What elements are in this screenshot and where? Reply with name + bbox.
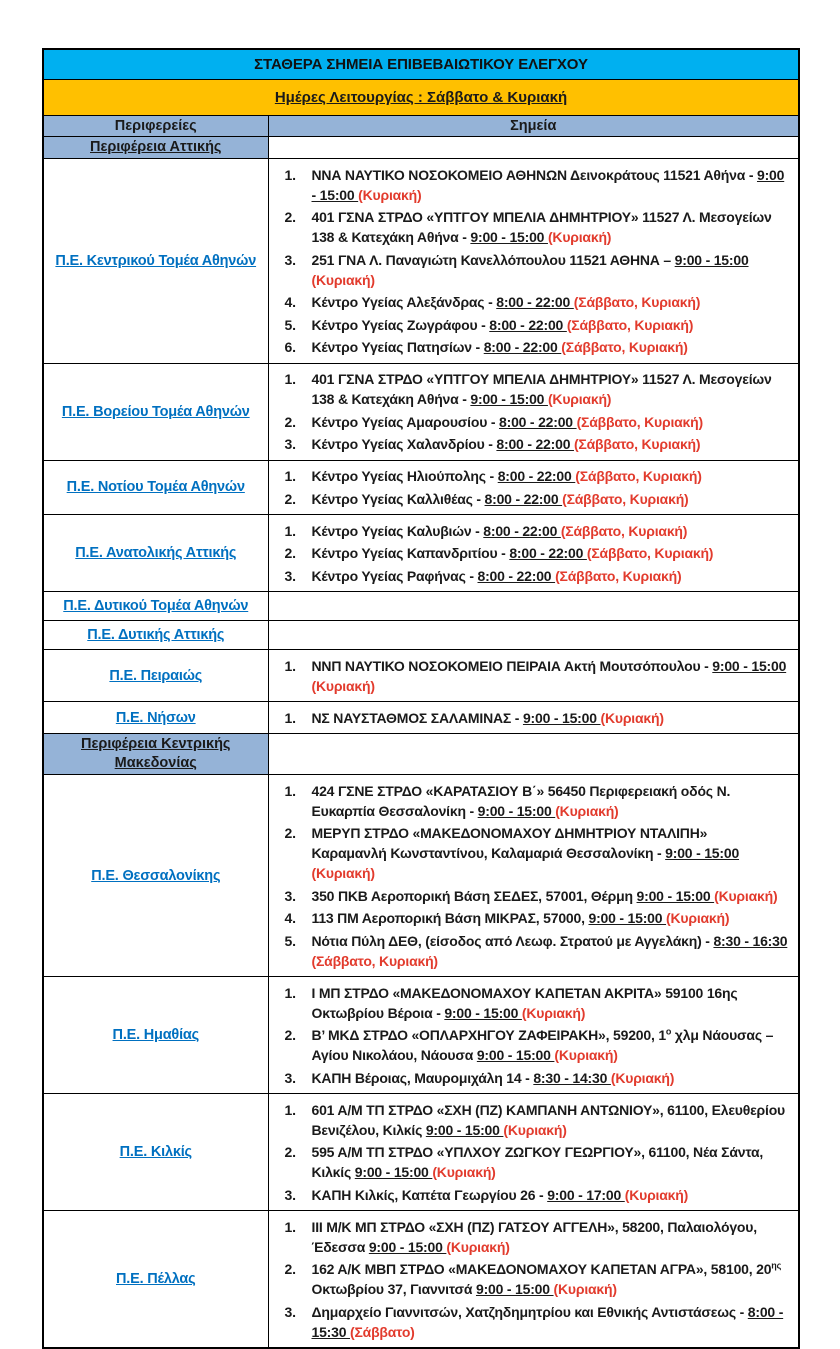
point-item	[269, 1068, 793, 1088]
operating-days: (Σάββατο, Κυριακή)	[575, 468, 702, 484]
operating-days: (Σάββατο, Κυριακή)	[555, 567, 682, 584]
region-link[interactable]: Π.Ε. Θεσσαλονίκης	[91, 867, 221, 884]
page-title: ΣΤΑΘΕΡΑ ΣΗΜΕΙΑ ΕΠΙΒΕΒΑΙΩΤΙΚΟΥ ΕΛΕΓΧΟΥ	[43, 49, 799, 80]
point-item	[269, 823, 793, 883]
operating-days: (Σάββατο, Κυριακή)	[561, 339, 688, 355]
points-cell	[268, 515, 799, 592]
operating-days: (Κυριακή)	[624, 1186, 689, 1203]
point-item	[269, 1142, 793, 1182]
operating-hours: 9:00 - 15:00	[674, 251, 749, 268]
point-item	[269, 1100, 793, 1140]
point-item	[269, 292, 793, 312]
region-cell	[43, 592, 268, 621]
region-row	[43, 977, 799, 1094]
operating-hours: 8:00 - 22:00	[483, 339, 562, 355]
region-row	[43, 775, 799, 977]
point-item	[269, 1025, 793, 1065]
point-text: Οκτωβρίου 37, Γιαννιτσά	[311, 1281, 476, 1297]
points-list	[269, 1217, 793, 1342]
point-text: Καραμανλή Κωνσταντίνου, Καλαμαριά Θεσσαλονίκη -	[311, 845, 666, 861]
point-text: Δημαρχείο Γιαννιτσών, Χατζηδημητρίου και Εθνικής Αντιστάσεως -	[311, 1303, 748, 1320]
operating-days: (Σάββατο, Κυριακή)	[566, 316, 694, 333]
point-text: 595 Α/Μ ΤΠ ΣΤΡΔΟ «ΥΠΛΧΟΥ ΖΩΓΚΟΥ ΓΕΩΡΓΙΟΥ», 61100, Νέα Σάντα, Κιλκίς	[311, 1144, 764, 1180]
region-row	[43, 702, 799, 734]
section-header-empty-cell	[268, 734, 799, 775]
point-item	[269, 369, 793, 409]
point-text: Κέντρο Υγείας Ηλιούπολης -	[311, 468, 498, 484]
region-cell	[43, 775, 268, 977]
points-cell	[268, 650, 799, 702]
point-item	[269, 566, 793, 586]
point-item	[269, 466, 793, 486]
points-list	[269, 656, 793, 696]
operating-days: (Σάββατο, Κυριακή)	[576, 413, 703, 430]
region-link[interactable]: Π.Ε. Κεντρικού Τομέα Αθηνών	[55, 252, 257, 269]
region-row	[43, 592, 799, 621]
column-header-regions: Περιφερείες	[43, 116, 268, 137]
point-item	[269, 1217, 793, 1257]
region-row	[43, 363, 799, 460]
title-row	[43, 49, 799, 80]
point-item	[269, 337, 793, 357]
region-row	[43, 1211, 799, 1349]
region-link[interactable]: Π.Ε. Ανατολικής Αττικής	[75, 545, 237, 561]
operating-days: (Κυριακή)	[547, 391, 612, 407]
operating-days: (Κυριακή)	[554, 1047, 618, 1063]
operating-hours: 9:00 - 15:00	[475, 1281, 554, 1297]
point-text: 401 ΓΣΝΑ ΣΤΡΔΟ «ΥΠΤΓΟΥ ΜΠΕΛΙΑ ΔΗΜΗΤΡΙΟΥ» 11527 Λ. Μεσογείων 138 & Κατεχάκη Αθήνα -	[311, 371, 772, 407]
point-text: Κέντρο Υγείας Πατησίων -	[311, 339, 484, 355]
superscript-text: ης	[771, 1260, 782, 1271]
points-cell	[268, 460, 799, 515]
operating-hours: 8:00 - 22:00	[496, 436, 574, 452]
operating-hours: 9:00 - 15:00	[476, 1047, 555, 1063]
points-list	[269, 466, 793, 509]
operating-days: (Σάββατο)	[350, 1323, 415, 1340]
point-item	[269, 656, 793, 696]
region-row	[43, 1094, 799, 1211]
operating-days: (Κυριακή)	[311, 271, 375, 288]
region-cell	[43, 702, 268, 734]
point-item	[269, 521, 793, 541]
points-list	[269, 521, 793, 586]
operating-days: (Κυριακή)	[714, 887, 778, 904]
point-text: Κέντρο Υγείας Καλλιθέας -	[311, 490, 485, 507]
point-item	[269, 1259, 793, 1299]
point-text: Νότια Πύλη ΔΕΘ, (είσοδος από Λεωφ. Στρατού με Αγγελάκη) -	[311, 932, 714, 949]
point-text: 424 ΓΣΝΕ ΣΤΡΔΟ «ΚΑΡΑΤΑΣΙΟΥ Β΄» 56450 Περιφερειακή οδός Ν. Ευκαρπία Θεσσαλονίκη -	[311, 782, 731, 819]
operating-days: (Κυριακή)	[521, 1004, 586, 1021]
point-text: Κέντρο Υγείας Καλυβιών -	[311, 522, 484, 539]
points-cell	[268, 363, 799, 460]
operating-hours: 8:00 - 22:00	[489, 316, 567, 333]
point-item	[269, 207, 793, 247]
points-cell	[268, 159, 799, 364]
point-text: Κέντρο Υγείας Αλεξάνδρας -	[311, 294, 497, 310]
operating-hours: 8:30 - 16:30	[713, 932, 788, 949]
point-item	[269, 250, 793, 290]
operating-days: (Κυριακή)	[358, 186, 422, 203]
operating-days: (Σάββατο, Κυριακή)	[573, 294, 701, 310]
operating-days-text: Ημέρες Λειτουργίας : Σάββατο & Κυριακή	[274, 89, 568, 106]
points-cell	[268, 775, 799, 977]
column-header-row	[43, 116, 799, 137]
operating-days: (Σάββατο, Κυριακή)	[573, 436, 701, 452]
region-link[interactable]: Π.Ε. Ημαθίας	[112, 1027, 199, 1043]
operating-days: (Κυριακή)	[503, 1121, 567, 1138]
point-text: ΝΝΑ ΝΑΥΤΙΚΟ ΝΟΣΟΚΟΜΕΙΟ ΑΘΗΝΩΝ Δεινοκράτους 11521 Αθήνα -	[311, 166, 757, 183]
operating-hours: 8:00 - 15:30	[311, 1303, 784, 1340]
section-header-row	[43, 137, 799, 159]
testing-points-table	[42, 48, 800, 1349]
section-header-label: Περιφέρεια Κεντρικής Μακεδονίας	[81, 736, 231, 771]
region-row	[43, 460, 799, 515]
point-text: ΝΝΠ ΝΑΥΤΙΚΟ ΝΟΣΟΚΟΜΕΙΟ ΠΕΙΡΑΙΑ Ακτή Μουτσόπουλου -	[311, 657, 713, 674]
operating-hours: 9:00 - 15:00	[522, 709, 601, 726]
superscript-text: ο	[665, 1026, 672, 1037]
operating-hours: 9:00 - 15:00	[477, 802, 556, 819]
operating-hours: 8:30 - 14:30	[533, 1069, 611, 1086]
points-cell	[268, 592, 799, 621]
point-text: 401 ΓΣΝΑ ΣΤΡΔΟ «ΥΠΤΓΟΥ ΜΠΕΛΙΑ ΔΗΜΗΤΡΙΟΥ» 11527 Λ. Μεσογείων 138 & Κατεχάκη Αθήνα -	[311, 209, 772, 245]
operating-hours: 9:00 - 15:00	[368, 1238, 447, 1255]
point-item	[269, 1302, 793, 1342]
subtitle-row	[43, 80, 799, 116]
operating-days: (Σάββατο, Κυριακή)	[586, 545, 714, 561]
region-cell	[43, 363, 268, 460]
points-cell	[268, 1211, 799, 1349]
point-text: Β’ ΜΚΔ ΣΤΡΔΟ «ΟΠΛΑΡΧΗΓΟΥ ΖΑΦΕΙΡΑΚΗ», 59200, 1	[311, 1027, 666, 1043]
point-item	[269, 931, 793, 971]
point-item	[269, 165, 793, 205]
point-text: Ι ΜΠ ΣΤΡΔΟ «ΜΑΚΕΔΟΝΟΜΑΧΟΥ ΚΑΠΕΤΑΝ ΑΚΡΙΤΑ» 59100 16ης Οκτωβρίου Βέροια -	[311, 984, 738, 1021]
point-text: Κέντρο Υγείας Ραφήνας -	[311, 567, 478, 584]
operating-hours: 8:00 - 22:00	[499, 413, 577, 430]
operating-days: (Σάββατο, Κυριακή)	[311, 952, 438, 969]
point-text: Κέντρο Υγείας Ζωγράφου -	[311, 316, 490, 333]
points-cell	[268, 1094, 799, 1211]
points-cell	[268, 702, 799, 734]
operating-days: (Κυριακή)	[547, 229, 612, 245]
points-list	[269, 369, 793, 454]
operating-hours: 9:00 - 15:00	[311, 166, 785, 203]
operating-days-banner	[43, 80, 799, 116]
operating-hours: 8:00 - 22:00	[477, 567, 556, 584]
point-text: 350 ΠΚΒ Αεροπορική Βάση ΣΕΔΕΣ, 57001, Θέρμη	[311, 887, 637, 904]
point-text: ΚΑΠΗ Κιλκίς, Καπέτα Γεωργίου 26 -	[311, 1186, 548, 1203]
point-item	[269, 886, 793, 906]
operating-hours: 9:00 - 15:00	[470, 391, 548, 407]
operating-days: (Σάββατο, Κυριακή)	[562, 490, 689, 507]
point-item	[269, 489, 793, 509]
operating-days: (Κυριακή)	[311, 865, 375, 881]
region-link[interactable]: Π.Ε. Βορείου Τομέα Αθηνών	[61, 403, 250, 420]
region-cell	[43, 650, 268, 702]
section-header-row	[43, 734, 799, 775]
point-text: ΝΣ ΝΑΥΣΤΑΘΜΟΣ ΣΑΛΑΜΙΝΑΣ -	[311, 709, 523, 726]
region-row	[43, 621, 799, 650]
operating-hours: 9:00 - 17:00	[547, 1186, 625, 1203]
point-text: Κέντρο Υγείας Χαλανδρίου -	[311, 436, 497, 452]
operating-hours: 8:00 - 22:00	[497, 468, 576, 484]
point-item	[269, 412, 793, 432]
operating-hours: 9:00 - 15:00	[636, 887, 715, 904]
point-text: ΚΑΠΗ Βέροιας, Μαυρομιχάλη 14 -	[311, 1069, 534, 1086]
region-link[interactable]: Π.Ε. Πειραιώς	[109, 667, 203, 684]
point-text: 251 ΓΝΑ Λ. Παναγιώτη Κανελλόπουλου 11521 ΑΘΗΝΑ –	[311, 251, 675, 268]
point-text: ΙΙΙ Μ/Κ ΜΠ ΣΤΡΔΟ «ΣΧΗ (ΠΖ) ΓΑΤΣΟΥ ΑΓΓΕΛΗ», 58200, Παλαιολόγου, Έδεσσα	[311, 1218, 757, 1255]
region-cell	[43, 460, 268, 515]
point-item	[269, 908, 793, 928]
operating-hours: 9:00 - 15:00	[712, 657, 787, 674]
point-text: χλμ Νάουσας – Αγίου Νικολάου, Νάουσα	[311, 1027, 774, 1063]
operating-days: (Κυριακή)	[553, 1281, 617, 1297]
point-text: 601 Α/Μ ΤΠ ΣΤΡΔΟ «ΣΧΗ (ΠΖ) ΚΑΜΠΑΝΗ ΑΝΤΩΝΙΟΥ», 61100, Ελευθερίου Βενιζέλου, Κιλκίς	[311, 1101, 786, 1138]
operating-hours: 9:00 - 15:00	[425, 1121, 504, 1138]
region-cell	[43, 159, 268, 364]
point-text: 162 Α/Κ ΜΒΠ ΣΤΡΔΟ «ΜΑΚΕΔΟΝΟΜΑΧΟΥ ΚΑΠΕΤΑΝ ΑΓΡΑ», 58100, 20	[311, 1261, 772, 1277]
point-item	[269, 983, 793, 1023]
operating-days: (Κυριακή)	[311, 677, 375, 694]
region-row	[43, 650, 799, 702]
region-cell	[43, 1094, 268, 1211]
point-item	[269, 781, 793, 821]
operating-days: (Κυριακή)	[446, 1238, 510, 1255]
operating-hours: 9:00 - 15:00	[354, 1164, 433, 1180]
point-text: Κέντρο Υγείας Αμαρουσίου -	[311, 413, 500, 430]
operating-hours: 9:00 - 15:00	[444, 1004, 522, 1021]
point-item	[269, 434, 793, 454]
points-cell	[268, 621, 799, 650]
operating-hours: 9:00 - 15:00	[470, 229, 548, 245]
operating-hours: 9:00 - 15:00	[665, 845, 740, 861]
section-header-cell	[43, 734, 268, 775]
section-header-cell	[43, 137, 268, 159]
region-cell	[43, 515, 268, 592]
region-link[interactable]: Π.Ε. Νοτίου Τομέα Αθηνών	[66, 479, 245, 496]
region-row	[43, 159, 799, 364]
operating-days: (Κυριακή)	[600, 709, 664, 726]
points-cell	[268, 977, 799, 1094]
region-cell	[43, 977, 268, 1094]
point-text: 113 ΠΜ Αεροπορική Βάση ΜΙΚΡΑΣ, 57000,	[311, 910, 589, 926]
point-text: Κέντρο Υγείας Καπανδριτίου -	[311, 545, 510, 561]
operating-days: (Κυριακή)	[610, 1069, 675, 1086]
point-item	[269, 543, 793, 563]
point-text: ΜΕΡΥΠ ΣΤΡΔΟ «ΜΑΚΕΔΟΝΟΜΑΧΟΥ ΔΗΜΗΤΡΙΟΥ ΝΤΑΛΙΠΗ»	[311, 825, 708, 841]
operating-hours: 8:00 - 22:00	[484, 490, 563, 507]
operating-days: (Κυριακή)	[666, 910, 730, 926]
region-link[interactable]: Π.Ε. Δυτικού Τομέα Αθηνών	[63, 598, 249, 614]
points-list	[269, 165, 793, 358]
operating-hours: 9:00 - 15:00	[588, 910, 667, 926]
operating-hours: 8:00 - 22:00	[496, 294, 574, 310]
section-header-empty-cell	[268, 137, 799, 159]
point-item	[269, 708, 793, 728]
region-row	[43, 515, 799, 592]
section-header-label: Περιφέρεια Αττικής	[90, 139, 222, 155]
region-link[interactable]: Π.Ε. Δυτικής Αττικής	[87, 627, 225, 643]
region-link[interactable]: Π.Ε. Νήσων	[115, 709, 196, 726]
operating-days: (Σάββατο, Κυριακή)	[560, 522, 688, 539]
region-link[interactable]: Π.Ε. Κιλκίς	[119, 1144, 192, 1160]
points-list	[269, 781, 793, 971]
operating-hours: 8:00 - 22:00	[483, 522, 561, 539]
operating-days: (Κυριακή)	[555, 802, 619, 819]
points-list	[269, 983, 793, 1088]
region-link[interactable]: Π.Ε. Πέλλας	[116, 1271, 196, 1287]
points-list	[269, 708, 793, 728]
column-header-points: Σημεία	[268, 116, 799, 137]
region-cell	[43, 621, 268, 650]
point-item	[269, 315, 793, 335]
operating-hours: 8:00 - 22:00	[509, 545, 587, 561]
operating-days: (Κυριακή)	[432, 1164, 496, 1180]
points-list	[269, 1100, 793, 1205]
region-cell	[43, 1211, 268, 1349]
